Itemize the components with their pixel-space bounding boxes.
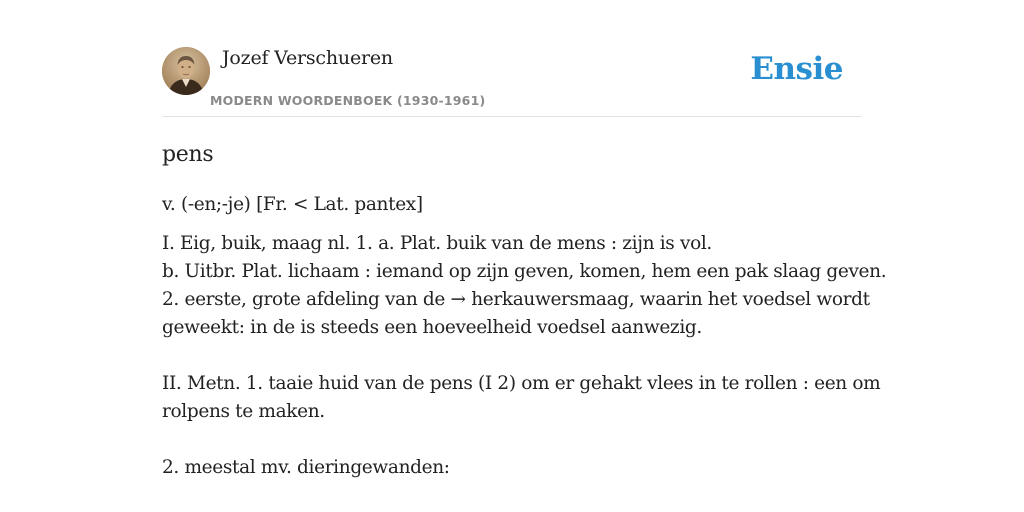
page-header [162, 44, 862, 117]
entry-content [162, 140, 887, 482]
definition-line: 2. eerste, grote afdeling van de → herkauwersmaag, waarin het voedsel wordt [162, 289, 870, 310]
definition-line: I. Eig, buik, maag nl. 1. a. Plat. buik van de mens : zijn is vol. [162, 233, 712, 254]
source-dictionary: MODERN WOORDENBOEK (1930-1961) [210, 93, 486, 108]
entry-definition [162, 230, 887, 482]
definition-line: b. Uitbr. Plat. lichaam : iemand op zijn geven, komen, hem een pak slaag geven. [162, 261, 887, 282]
definition-line: 2. meestal mv. dieringewanden: [162, 457, 450, 478]
entry-grammar: v. (-en;-je) [Fr. < Lat. pantex] [162, 194, 423, 215]
definition-line: II. Metn. 1. taaie huid van de pens (I 2) om er gehakt vlees in te rollen : een om [162, 373, 881, 394]
definition-line [162, 426, 862, 454]
entry-word: pens [162, 142, 214, 167]
ensie-logo[interactable]: Ensie [750, 51, 843, 87]
author-portrait-icon [162, 47, 210, 95]
author-avatar[interactable] [162, 47, 210, 95]
definition-line [162, 342, 862, 370]
author-name[interactable]: Jozef Verschueren [222, 47, 393, 69]
definition-line: rolpens te maken. [162, 401, 325, 422]
definition-line: geweekt: in de is steeds een hoeveelheid voedsel aanwezig. [162, 317, 702, 338]
